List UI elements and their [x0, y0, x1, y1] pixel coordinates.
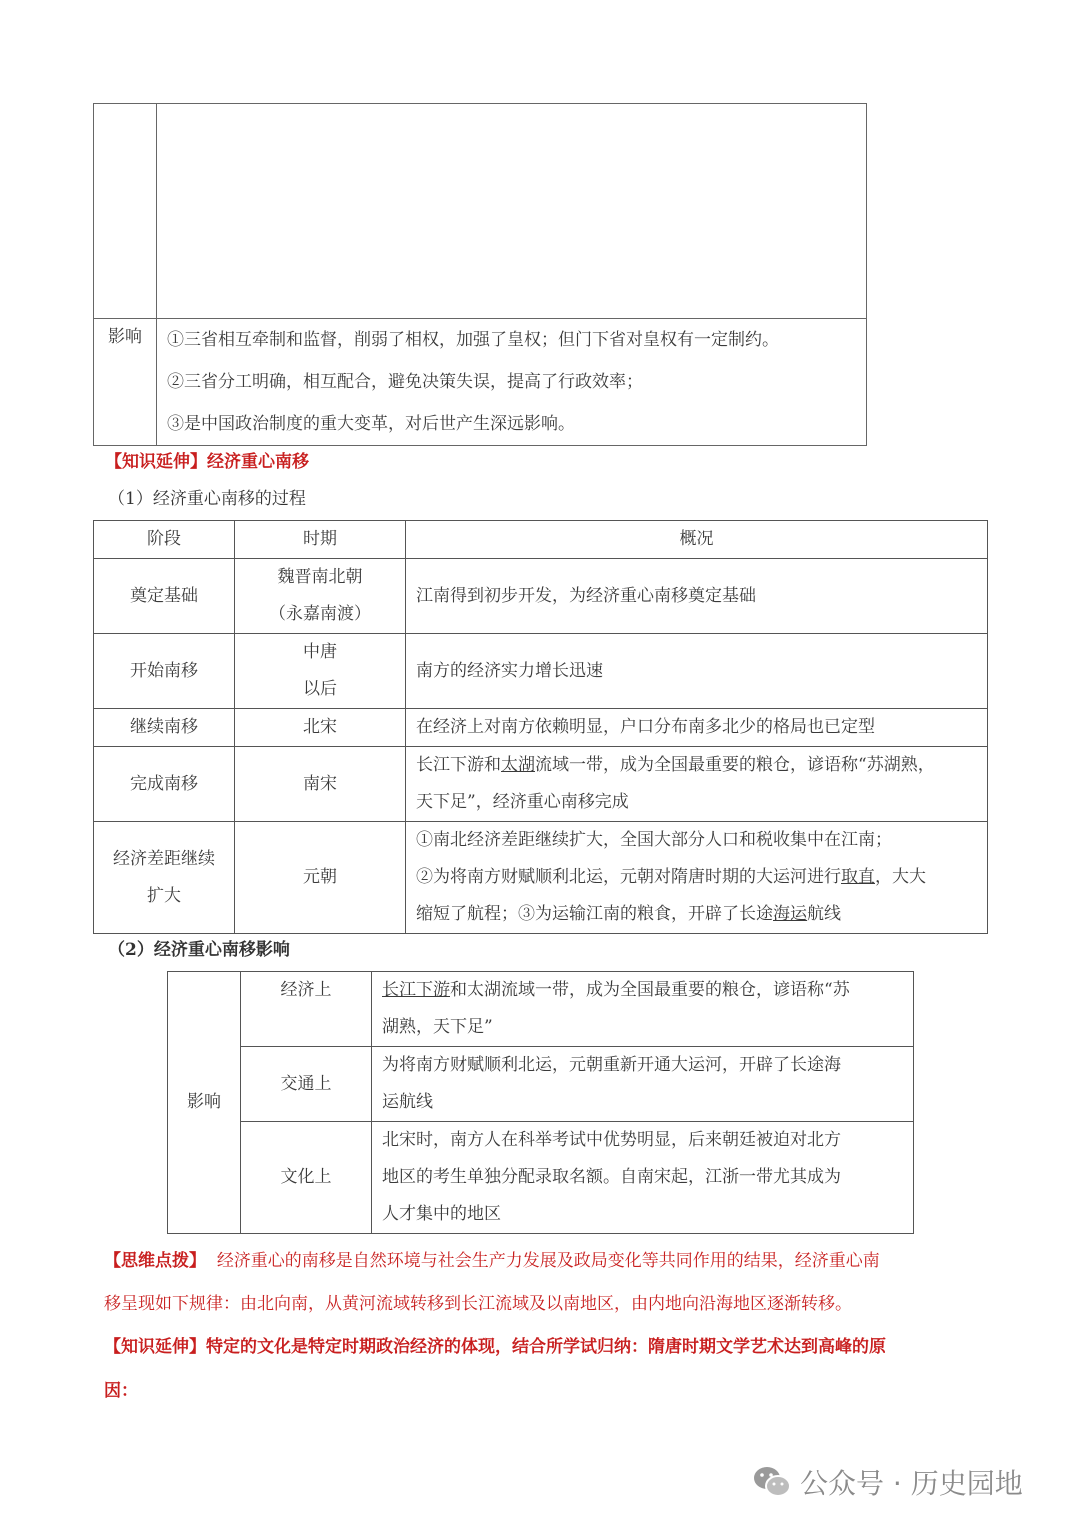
- desc-cell: 江南得到初步开发，为经济重心南移奠定基础: [406, 559, 988, 634]
- stage-text: 扩大: [147, 885, 181, 906]
- table-row: [94, 634, 988, 709]
- row-label: 影响: [168, 972, 241, 1234]
- table-row: [94, 822, 988, 934]
- extension-title: 经济重心南移: [207, 452, 309, 472]
- stage-cell: 继续南移: [94, 709, 235, 747]
- period-cell: [235, 634, 406, 709]
- table-row: [94, 559, 988, 634]
- header-stage: 阶段: [94, 521, 235, 559]
- knowledge-extension-heading: [105, 447, 309, 472]
- table-row: [168, 1122, 914, 1234]
- empty-cell: [94, 104, 157, 319]
- hint-text: 经济重心的南移是自然环境与社会生产力发展及政局变化等共同作用的结果，经济重心南: [216, 1251, 880, 1271]
- aspect-cell: 文化上: [241, 1122, 372, 1234]
- desc-cell: [406, 822, 988, 934]
- desc-line: [416, 896, 981, 933]
- period-cell: 元朝: [235, 822, 406, 934]
- desc-cell: [372, 972, 914, 1047]
- desc-text: 长江下游和: [416, 755, 501, 775]
- table-row: [94, 709, 988, 747]
- desc-cell: 南方的经济实力增长迅速: [406, 634, 988, 709]
- table-row: [168, 1047, 914, 1122]
- watermark-text: 公众号 · 历史园地: [800, 1467, 1023, 1500]
- impact-item: ①三省相互牵制和监督，削弱了相权，加强了皇权；但门下省对皇权有一定制约。: [167, 330, 779, 350]
- desc-underlined: 长江下游: [382, 980, 450, 1000]
- table-row: [168, 972, 914, 1047]
- period-cell: [235, 559, 406, 634]
- aspect-cell: 经济上: [241, 972, 372, 1047]
- desc-text: 为将南方财赋顺利北运，元朝重新开通大运河，开辟了长途海: [382, 1055, 841, 1075]
- hint-line: [104, 1240, 994, 1283]
- desc-text: ①南北经济差距继续扩大，全国大部分人口和税收集中在江南；: [416, 830, 892, 850]
- extension-text: 因：: [104, 1381, 138, 1401]
- thinking-hint: [104, 1240, 994, 1326]
- empty-cell: [157, 104, 867, 319]
- hint-tag: 【思维点拨】: [104, 1251, 206, 1271]
- desc-underlined: 海运: [773, 904, 807, 924]
- period-text: 中唐: [303, 642, 337, 662]
- desc-underlined: 太湖: [501, 755, 535, 775]
- watermark: [752, 1462, 1023, 1502]
- period-text: 魏晋南北朝: [277, 567, 363, 587]
- desc-cell: [372, 1047, 914, 1122]
- knowledge-extension-2: [104, 1325, 994, 1413]
- extension-tag: 【知识延伸】: [105, 452, 207, 472]
- desc-cell: [406, 747, 988, 822]
- row-label: 影响: [94, 319, 157, 446]
- desc-text: 航线: [807, 904, 841, 924]
- desc-cell: [372, 1122, 914, 1234]
- desc-text: 天下足”，经济重心南移完成: [416, 792, 629, 812]
- table-politics-impact: [93, 103, 867, 446]
- desc-text: 缩短了航程；③为运输江南的粮食，开辟了长途: [416, 904, 773, 924]
- table-shift-impact: [167, 971, 914, 1234]
- stage-text: 经济差距继续: [113, 848, 215, 869]
- stage-cell: 开始南移: [94, 634, 235, 709]
- period-text: 以后: [303, 679, 337, 699]
- desc-text: 流域一带，成为全国最重要的粮仓，谚语称“苏湖熟，: [535, 755, 935, 775]
- header-period: 时期: [235, 521, 406, 559]
- table-row: [94, 747, 988, 822]
- impact-list: [157, 319, 867, 446]
- desc-text: 运航线: [382, 1092, 433, 1112]
- desc-underlined: 取直: [841, 867, 875, 887]
- aspect-cell: 交通上: [241, 1047, 372, 1122]
- header-overview: 概况: [406, 521, 988, 559]
- stage-cell: [94, 822, 235, 934]
- hint-text: 移呈现如下规律：由北向南，从黄河流域转移到长江流域及以南地区，由内地向沿海地区逐渐转移。: [104, 1294, 852, 1314]
- stage-cell: 奠定基础: [94, 559, 235, 634]
- impact-item: ③是中国政治制度的重大变革，对后世产生深远影响。: [167, 414, 575, 434]
- desc-cell: 在经济上对南方依赖明显，户口分布南多北少的格局也已定型: [406, 709, 988, 747]
- section-title-impact: （2）经济重心南移影响: [108, 940, 290, 960]
- desc-text: ，大大: [875, 867, 926, 887]
- desc-text: 和太湖流域一带，成为全国最重要的粮仓，谚语称“苏: [450, 980, 850, 1000]
- section-title-process: （1）经济重心南移的过程: [108, 489, 306, 509]
- desc-text: 人才集中的地区: [382, 1204, 501, 1224]
- desc-text: 地区的考生单独分配录取名额。自南宋起，江浙一带尤其成为: [382, 1167, 841, 1187]
- stage-cell: 完成南移: [94, 747, 235, 822]
- table-shift-process: [93, 520, 988, 934]
- period-text: （永嘉南渡）: [269, 604, 371, 624]
- desc-text: 湖熟，天下足”: [382, 1017, 493, 1037]
- impact-item: ②三省分工明确，相互配合，避免决策失误，提高了行政效率；: [167, 372, 643, 392]
- desc-line: [382, 972, 903, 1009]
- period-cell: 南宋: [235, 747, 406, 822]
- wechat-icon: [752, 1464, 792, 1500]
- desc-text: 北宋时，南方人在科举考试中优势明显，后来朝廷被迫对北方: [382, 1130, 841, 1150]
- desc-text: ②为将南方财赋顺利北运，元朝对隋唐时期的大运河进行: [416, 867, 841, 887]
- desc-line: [416, 859, 981, 896]
- extension-text: 【知识延伸】特定的文化是特定时期政治经济的体现，结合所学试归纳：隋唐时期文学艺术达到高峰的原: [104, 1337, 886, 1357]
- period-cell: 北宋: [235, 709, 406, 747]
